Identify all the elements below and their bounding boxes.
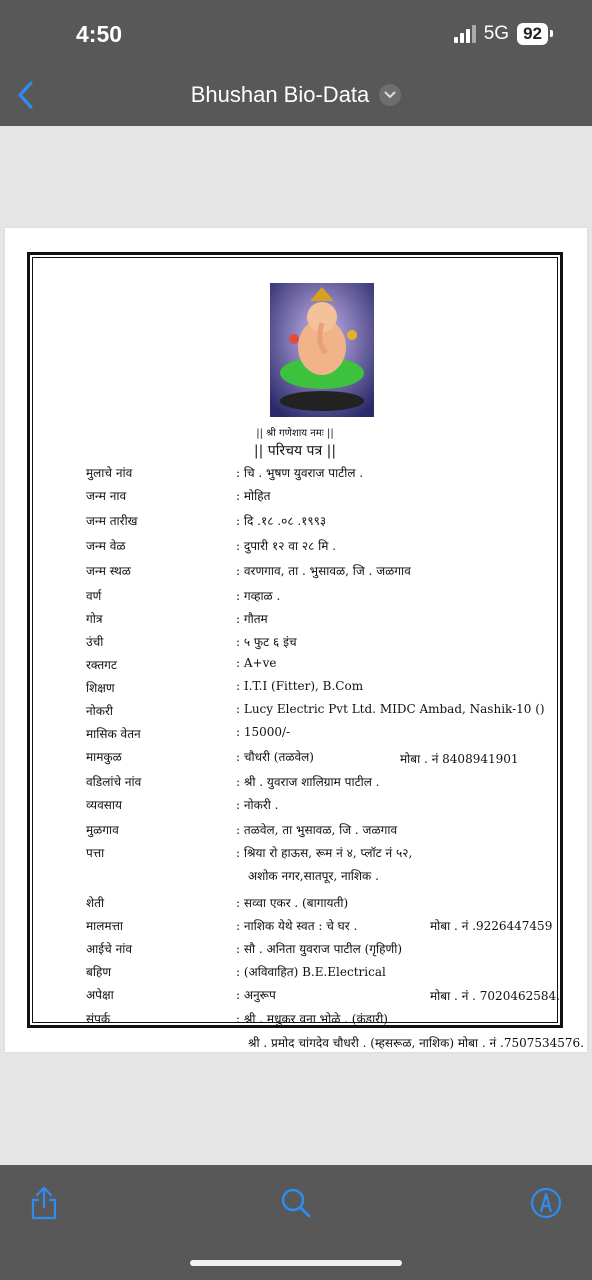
ganesh-image (270, 283, 374, 417)
pdf-page (5, 228, 587, 1052)
row-label: आईचे नांव (86, 942, 133, 956)
status-time: 4:50 (76, 21, 123, 47)
row-value: : सौ . अनिता युवराज पाटील (गृहिणी) (236, 942, 403, 956)
row-value: : दि .१८ .०८ .१९९३ (236, 514, 327, 528)
row-label: वडिलांचे नांव (86, 775, 142, 789)
row-value: : दुपारी १२ वा २८ मि . (236, 539, 337, 553)
row-value: : वरणगाव, ता . भुसावळ, जि . जळगाव (236, 564, 411, 578)
row-value: : नोकरी . (236, 798, 279, 812)
chevron-down-icon[interactable] (379, 84, 401, 106)
row-value: : चि . भुषण युवराज पाटील . (236, 466, 364, 480)
row-value: : श्री . मधुकर वना भोळे . (कंडारी) (236, 1012, 388, 1026)
row-value: : A+ve (236, 656, 277, 670)
signal-icon (454, 25, 476, 43)
row-value: : अनुरूप (236, 988, 276, 1002)
row-value: : मोहित (236, 489, 271, 503)
contact-mobile: मोबा . नं . 7020462584. (430, 989, 560, 1003)
row-label: मुलाचे नांव (86, 466, 133, 480)
row-value: : Lucy Electric Pvt Ltd. MIDC Ambad, Nashik-10 () (236, 702, 545, 716)
network-label: 5G (483, 23, 510, 44)
share-icon[interactable] (28, 1185, 60, 1221)
row-value: : ५ फुट ६ इंच (236, 635, 297, 649)
row-label: वर्ण (86, 589, 102, 603)
row-label: नोकरी (86, 704, 114, 718)
markup-pen-icon[interactable] (530, 1185, 562, 1221)
row-label: जन्म नाव (86, 489, 127, 503)
row-label: शेती (86, 896, 105, 910)
status-indicators (454, 23, 548, 45)
row-label: मामकुळ (86, 750, 122, 764)
row-label: मासिक वेतन (86, 727, 141, 741)
row-value: : सव्वा एकर . (बागायती) (236, 896, 349, 910)
row-value: : I.T.I (Fitter), B.Com (236, 679, 364, 693)
mother-mobile: मोबा . नं .9226447459 (430, 919, 553, 933)
row-value: : तळवेल, ता भुसावळ, जि . जळगाव (236, 823, 398, 837)
row-label: बहिण (86, 965, 112, 979)
battery-level: 92 (523, 24, 542, 43)
biodata-frame (27, 252, 585, 1050)
row-label: मुळगाव (86, 823, 119, 837)
battery-icon (517, 23, 548, 45)
search-icon[interactable] (280, 1185, 312, 1221)
shloka-text: || श्री गणेशाय नमः || (256, 428, 334, 439)
row-label: शिक्षण (86, 681, 115, 695)
row-value: श्री . प्रमोद चांगदेव चौधरी . (म्हसरूळ, नाशिक) मोबा . नं .7507534576. (248, 1036, 585, 1050)
row-value: : गौतम (236, 612, 268, 626)
row-label: जन्म तारीख (86, 514, 138, 528)
document-title: Bhushan Bio-Data (190, 82, 370, 107)
row-label: मालमत्ता (86, 919, 123, 933)
row-value: अशोक नगर,सातपूर, नाशिक . (248, 869, 379, 883)
row-label: उंची (86, 635, 104, 649)
row-value: : 15000/- (236, 725, 291, 739)
row-label: व्यवसाय (86, 798, 122, 812)
row-label: जन्म स्थळ (86, 564, 131, 578)
row-value: : नाशिक येथे स्वत : चे घर . (236, 919, 358, 933)
row-label: अपेक्षा (86, 988, 114, 1002)
home-indicator (190, 1260, 402, 1266)
row-label: रक्तगट (86, 658, 117, 672)
row-label: पत्ता (86, 846, 105, 860)
row-value: : चौधरी (तळवेल) (236, 750, 314, 764)
row-label: गोत्र (86, 612, 103, 626)
top-bar (0, 0, 592, 126)
row-value: : गव्हाळ . (236, 589, 281, 603)
row-value: : (अविवाहित) B.E.Electrical (236, 965, 386, 979)
row-value: : श्रिया रो हाऊस, रूम नं ४, प्लॉट नं ५२, (236, 846, 413, 860)
biodata-heading: || परिचय पत्र || (253, 443, 337, 459)
father-mobile: मोबा . नं 8408941901 (400, 752, 519, 766)
row-label: जन्म वेळ (86, 539, 126, 553)
nav-title-group[interactable] (0, 82, 592, 108)
row-value: : श्री . युवराज शालिग्राम पाटील . (236, 775, 380, 789)
row-label: संपर्क (86, 1012, 111, 1026)
